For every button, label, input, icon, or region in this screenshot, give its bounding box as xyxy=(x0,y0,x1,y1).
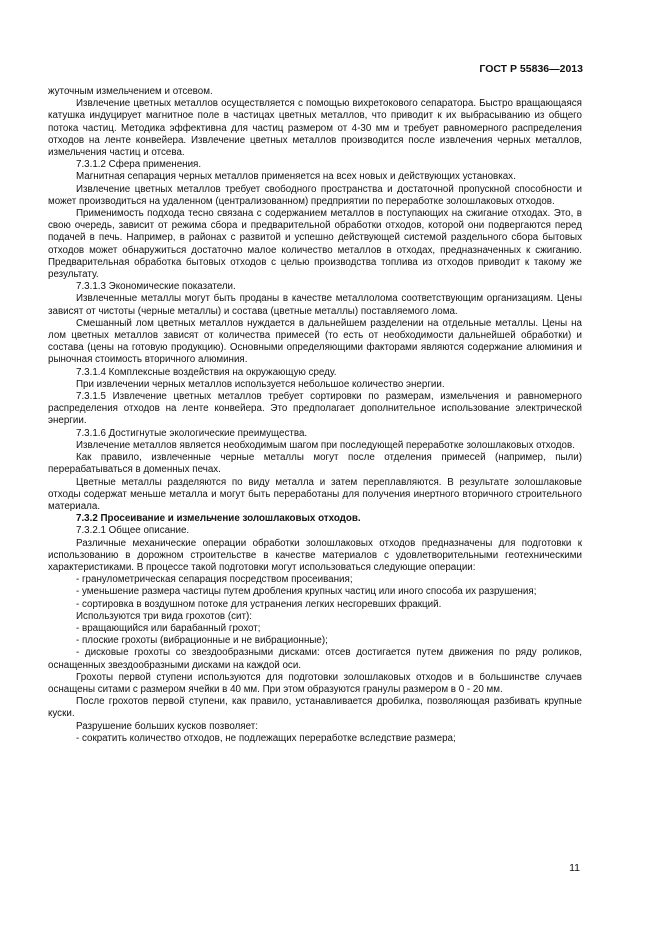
paragraph: - уменьшение размера частицы путем дробления крупных частиц или иного способа их разрушения; xyxy=(76,586,537,598)
paragraph: 7.3.1.5 Извлечение цветных металлов требует сортировки по размерам, измельчения и равномерного распределения отходов на ленте конвейера. Это предполагает дополнительное использование электрической энергии. xyxy=(48,391,582,427)
paragraph: 7.3.2.1 Общее описание. xyxy=(76,525,190,537)
body-text xyxy=(48,86,582,745)
paragraph: 7.3.1.4 Комплексные воздействия на окружающую среду. xyxy=(76,366,337,378)
paragraph: Цветные металлы разделяются по виду металла и затем переплавляются. В результате золошлаковые отходы содержат меньше металла и могут быть переработаны для получения инертного вторичного строительного материала. xyxy=(48,476,582,512)
paragraph: Извлечение цветных металлов осуществляется с помощью вихретокового сепаратора. Быстро вращающаяся катушка индуцирует магнитное поле в частицах цветных металлов, что приводит к их выбрасыванию из общего потока частиц. Методика эффективна для частиц размером от 4-30 мм и требует равномерного распределения отходов на ленте конвейера. Извлечение цветных металлов производится после извлечения черных металлов, измельчения частиц и отсева. xyxy=(48,98,582,159)
paragraph: Извлечение металлов является необходимым шагом при последующей переработке золошлаковых отходов. xyxy=(76,439,575,451)
paragraph: 7.3.1.2 Сфера применения. xyxy=(76,159,202,171)
paragraph: Извлечение цветных металлов требует свободного пространства и достаточной пропускной способности и может производиться на удаленном (централизованном) предприятии по переработке золошлаковых отходов. xyxy=(48,183,582,207)
paragraph: Грохоты первой ступени используются для подготовки золошлаковых отходов и в большинстве случаев оснащены ситами с размером ячейки в 40 мм. При этом образуются гранулы размером в 0 - 20 мм. xyxy=(48,671,582,695)
paragraph: - сократить количество отходов, не подлежащих переработке вследствие размера; xyxy=(76,732,456,744)
paragraph: Извлеченные металлы могут быть проданы в качестве металлолома соответствующим организациям. Цены зависят от чистоты (черные металлы) и состава (цветные металлы) поставляемого лома. xyxy=(48,293,582,317)
paragraph: Различные механические операции обработки золошлаковых отходов предназначены для подготовки к использованию в дорожном строительстве в качестве материалов с удовлетворительными геотехническими характеристиками. В процессе такой подготовки могут использоваться следующие операции: xyxy=(48,537,582,573)
paragraph: - гранулометрическая сепарация посредством просеивания; xyxy=(76,574,353,586)
paragraph: Смешанный лом цветных металлов нуждается в дальнейшем разделении на отдельные металлы. Цены на лом цветных металлов зависят от количества примесей (то есть от необходимости дальнейшей обработки) и состава (цены на готовую продукцию). Основными определяющими факторами являются содержание алюминия и рыночная стоимость вторичного алюминия. xyxy=(48,317,582,366)
paragraph: Магнитная сепарация черных металлов применяется на всех новых и действующих установках. xyxy=(76,171,516,183)
paragraph: Разрушение больших кусков позволяет: xyxy=(76,720,258,732)
paragraph: При извлечении черных металлов используется небольшое количество энергии. xyxy=(76,378,445,390)
paragraph: 7.3.1.3 Экономические показатели. xyxy=(76,281,236,293)
paragraph: Как правило, извлеченные черные металлы могут после отделения примесей (например, пыли) перерабатываться в доменных печах. xyxy=(48,452,582,476)
page-number: 11 xyxy=(569,862,580,874)
paragraph: - вращающийся или барабанный грохот; xyxy=(76,622,261,634)
paragraph: 7.3.1.6 Достигнутые экологические преимущества. xyxy=(76,427,308,439)
standard-designation: ГОСТ Р 55836—2013 xyxy=(479,63,583,75)
paragraph: Используются три вида грохотов (сит): xyxy=(76,610,252,622)
paragraph: - сортировка в воздушном потоке для устранения легких несгоревших фракций. xyxy=(76,598,442,610)
paragraph: После грохотов первой ступени, как правило, устанавливается дробилка, позволяющая разбивать крупные куски. xyxy=(48,696,582,720)
paragraph: Применимость подхода тесно связана с содержанием металлов в поступающих на сжигание отходах. Это, в свою очередь, зависит от режима сбора и предварительной обработки отходов, которой они подвергаются перед подачей в печь. Например, в районах с развитой и успешно действующей системой раздельного сбора бытовых отходов может обнаружиться достаточно малое количество металлов в отходах, предназначенных к сжиганию. Предварительная обработка бытовых отходов с целью производства топлива из отходов приводит к такому же результату. xyxy=(48,208,582,281)
paragraph: - дисковые грохоты со звездообразными дисками: отсев достигается путем движения по ряду роликов, оснащенных звездообразными дисками на каждой оси. xyxy=(48,647,582,671)
paragraph: 7.3.2 Просеивание и измельчение золошлаковых отходов. xyxy=(76,513,361,525)
paragraph: - плоские грохоты (вибрационные и не вибрационные); xyxy=(76,635,328,647)
paragraph: жуточным измельчением и отсевом. xyxy=(48,86,213,97)
